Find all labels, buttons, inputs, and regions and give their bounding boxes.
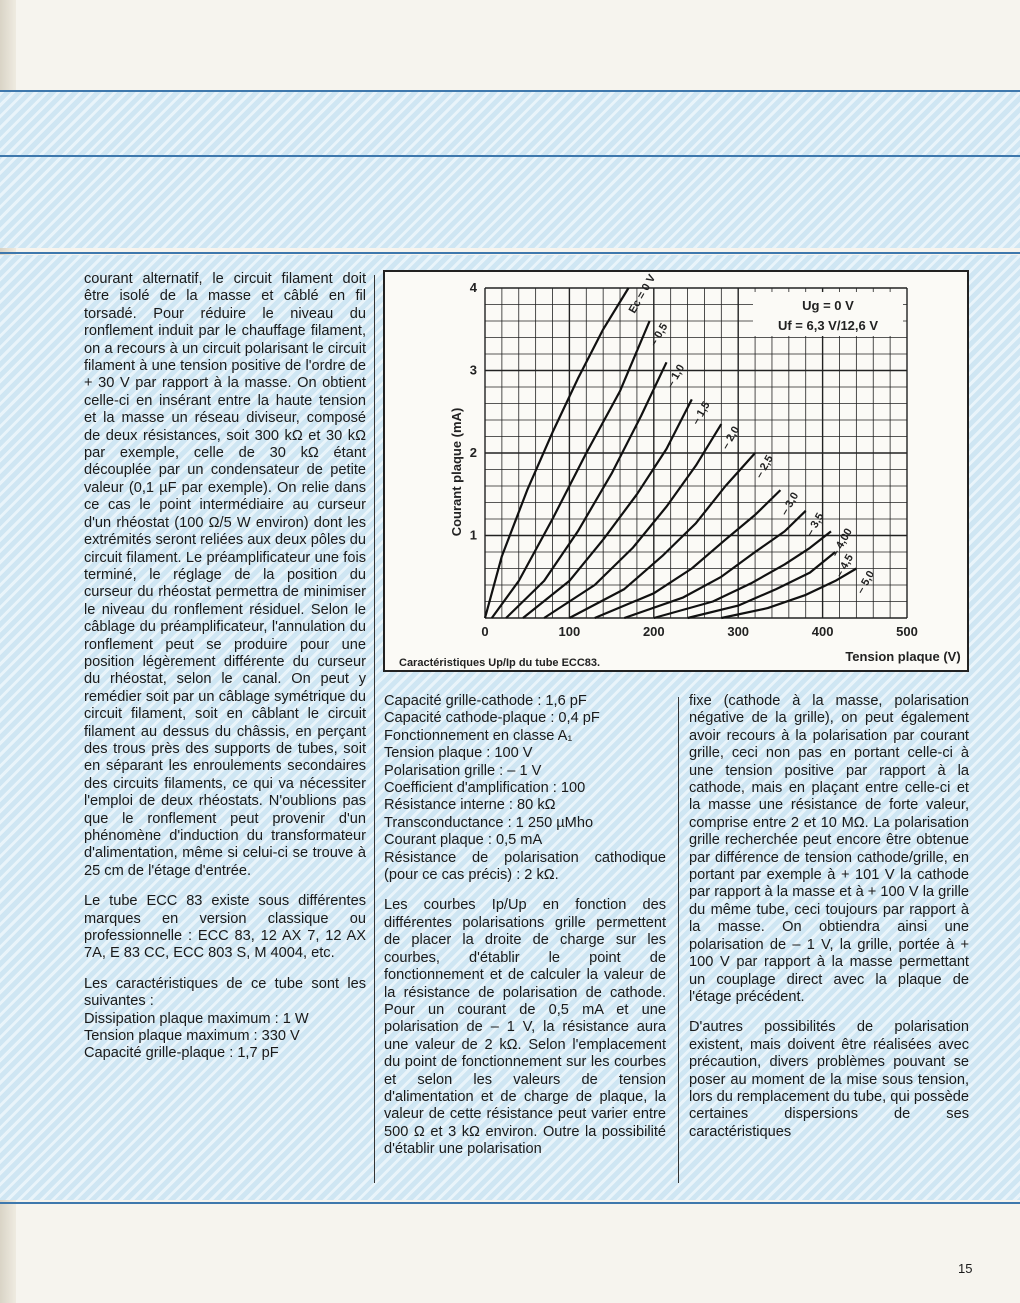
y-tick-label: 4 [469,280,477,295]
left-specs-intro: Les caractéristiques de ce tube sont les suivantes : [84,975,366,1010]
spec-line: Résistance de polarisation cathodique (pour ce cas précis) : 2 kΩ. [384,849,666,884]
top-blank-band [0,92,1020,248]
spec-line: Capacité cathode-plaque : 0,4 pF [384,710,600,727]
spec-line: Capacité grille-plaque : 1,7 pF [84,1045,279,1062]
middle-paragraph-1: Les courbes Ip/Up en fonction des différentes polarisations grille permettent de placer la droite de charge sur les courbes, d'établir le point de fonctionnement et de calculer la valeur de la résistance de polarisation de cathode. Pour un courant de 0,5 mA et une polarisation de – 1 V, la résistance aura une valeur de 2 kΩ. Selon l'emplacement du point de fonctionnement sur les courbes et selon les valeurs de tension d'alimentation et de charge de plaque, la valeur de cette résistance peut varier entre 500 Ω et 3 kΩ environ. Outre la possibilité d'établir une polarisation [384,897,666,1158]
curve-label: – 5,0 [854,568,878,596]
curve-label: – 3,0 [778,490,802,518]
chart-caption: Caractéristiques Up/Ip du tube ECC83. [399,657,601,669]
middle-column [384,693,666,1172]
middle-rule [0,155,1020,157]
right-paragraph-1: fixe (cathode à la masse, polarisation négative de la grille), on peut également avoir recours à la polarisation par courant grille, ceci non pas en portant celle-ci à une tension positive par rapport à la cathode, mais en plaçant entre celle-ci et la masse une résistance de forte valeur, comprise entre 2 et 10 MΩ. La polarisation grille recherchée peut encore être obtenue par différence de tension cathode/grille, en portant par exemple à + 101 V la cathode par rapport à la masse et à + 100 V la grille du même tube, ceci toujours par rapport à la masse. On obtiendra ainsi une polarisation de – 1 V, la grille, portée à + 100 V par rapport à la masse permettant un couplage direct avec la plaque de l'étage précédent. [689,693,969,1005]
curve-label: Ec = 0 V [626,272,659,316]
x-tick-label: 500 [896,624,918,639]
curve-label: – 0,5 [647,321,671,349]
curve-label: – 4,5 [833,552,857,580]
left-paragraph-3 [84,976,366,1063]
page-number: 15 [958,1261,973,1276]
y-tick-label: 1 [469,527,477,543]
curve-label: – 4,00 [829,526,855,559]
curve-label: – 2,0 [719,424,743,452]
right-column [689,693,969,1154]
left-paragraph-2: Le tube ECC 83 existe sous différentes marques en version classique ou professionnelle : ECC 83, 12 AX 7, 12 AX 7A, E 83 CC, ECC 803 S, M 4004, etc. [84,893,366,962]
spec-line: Dissipation plaque maximum : 1 W [84,1010,309,1027]
spec-line: Tension plaque maximum : 330 V [84,1028,300,1045]
curve-label: – 2,5 [753,453,776,481]
right-paragraph-2: D'autres possibilités de polarisation existent, mais doivent être réalisées avec précaution, divers problèmes pouvant se poser au moment de la mise sous tension, lors du remplacement du tube, qui possède certaines dispersions de ses caractéristiques [689,1019,969,1140]
x-tick-label: 0 [481,624,489,639]
upper-text-rule [0,252,1020,254]
spec-line: Transconductance : 1 250 µMho [384,814,594,831]
legend-entry: Uf = 6,3 V/12,6 V [777,318,879,333]
bottom-rule [0,1202,1020,1204]
curve-label: – 3,5 [803,511,827,539]
x-tick-label: 300 [727,624,750,639]
y-tick-label: 3 [469,362,477,378]
curve-label: – 1,5 [689,399,713,427]
ecc83-characteristics-chart [385,272,967,670]
spec-line: Coefficient d'amplification : 100 [384,780,586,797]
middle-specs [384,693,666,884]
x-tick-label: 400 [811,624,834,639]
top-rule [0,90,1020,92]
y-tick-label: 2 [469,445,477,460]
x-tick-label: 200 [642,624,665,639]
x-tick-label: 100 [558,624,581,639]
plot-area [470,272,918,639]
column-divider-right [678,697,679,1183]
chart-frame [383,270,969,672]
column-divider-left [374,275,375,1183]
spec-line: Courant plaque : 0,5 mA [384,832,543,849]
spec-line: Polarisation grille : – 1 V [384,762,542,779]
left-column [84,271,366,1063]
x-axis-label: Tension plaque (V) [845,649,961,664]
spec-line: Résistance interne : 80 kΩ [384,797,556,814]
left-paragraph-1: courant alternatif, le circuit filament doit être isolé de la masse et câblé en fil torsadé. Pour réduire le niveau du ronflement induit par le chauffage filament, on a recours à un circuit polarisant le circuit filament à une tension positive de l'ordre de + 30 V par rapport à la masse. On obtient celle-ci en insérant entre la haute tension et la masse un réseau diviseur, composé de deux résistances, soit 300 kΩ et 30 kΩ par exemple, celle de 30 kΩ étant découplée par un condensateur de petite valeur (0,1 µF par exemple). On relie dans ce cas le point intermédiaire au curseur d'un rhéostat (100 Ω/5 W environ) dont les extrémités seront reliées aux deux pôles du circuit filament. Le préamplificateur une fois terminé, le réglage de la position du curseur du rhéostat permettra de minimiser le niveau du ronflement résiduel. Selon le câblage du préamplificateur, l'annulation du ronflement peut se produire pour une position légèrement différente du curseur du rhéostat, selon le canal. On peut y remédier soit par un câblage symétrique du circuit filament, soit en câblant le circuit filament au dessus du châssis, en perçant des trous près des supports de tubes, soit en séparant les enroulements secondaires des circuits filaments, ce qui va nécessiter l'emploi de deux rhéostats. N'oublions pas que le ronflement peut provenir d'un phénomène d'induction du transformateur d'alimentation, même si celui-ci se trouve à 25 cm de l'étage d'entrée. [84,271,366,879]
y-axis-label: Courant plaque (mA) [449,407,464,537]
spec-line: Fonctionnement en classe A₁ [384,727,573,744]
spec-line: Tension plaque : 100 V [384,745,533,762]
legend-entry: Ug = 0 V [802,298,854,313]
spec-line: Capacité grille-cathode : 1,6 pF [384,693,587,709]
curve-label: – 1,0 [664,362,688,390]
